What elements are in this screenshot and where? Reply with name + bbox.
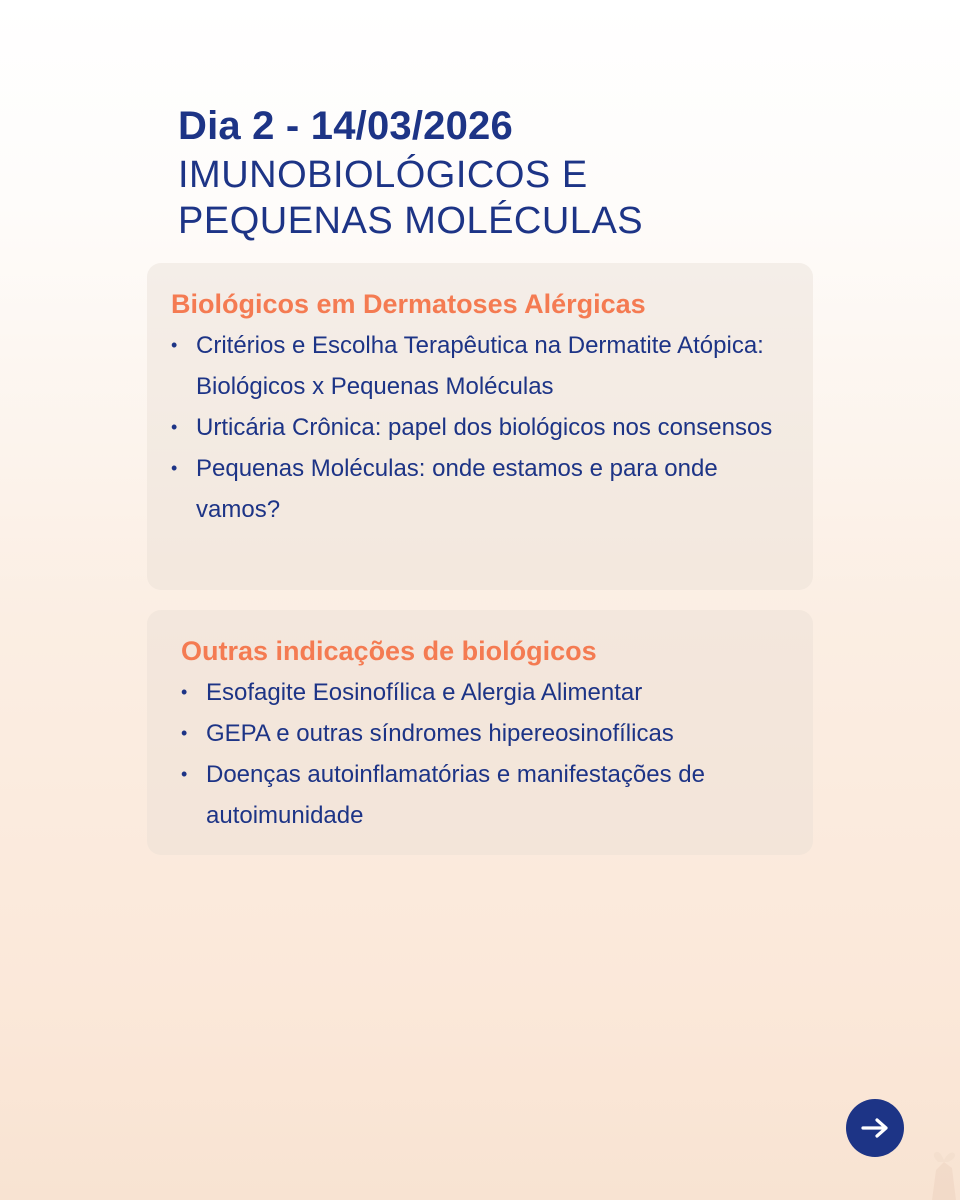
list-item: • Esofagite Eosinofílica e Alergia Alimentar [181, 672, 773, 713]
section-title: Outras indicações de biológicos [181, 636, 597, 666]
event-date: Dia 2 - 14/03/2026 [178, 104, 513, 148]
section-card-dermatoses [147, 263, 813, 590]
arrow-right-icon [860, 1117, 890, 1139]
page-title-line-2: PEQUENAS MOLÉCULAS [178, 200, 644, 242]
decorative-illustration [926, 1148, 960, 1200]
next-slide-button[interactable] [846, 1099, 904, 1157]
list-item: • Urticária Crônica: papel dos biológicos nos consensos [171, 407, 773, 448]
section-card-other-indications [147, 610, 813, 855]
list-item: • Pequenas Moléculas: onde estamos e para onde vamos? [171, 448, 773, 530]
topic-list [181, 672, 773, 836]
list-item: • Critérios e Escolha Terapêutica na Dermatite Atópica: Biológicos x Pequenas Moléculas [171, 325, 773, 407]
page-title-line-1: IMUNOBIOLÓGICOS E [178, 154, 588, 196]
list-item: • GEPA e outras síndromes hipereosinofílicas [181, 713, 773, 754]
topic-list [171, 325, 773, 530]
page-heading [178, 100, 818, 244]
list-item: • Doenças autoinflamatórias e manifestações de autoimunidade [181, 754, 773, 836]
section-title: Biológicos em Dermatoses Alérgicas [171, 289, 646, 319]
